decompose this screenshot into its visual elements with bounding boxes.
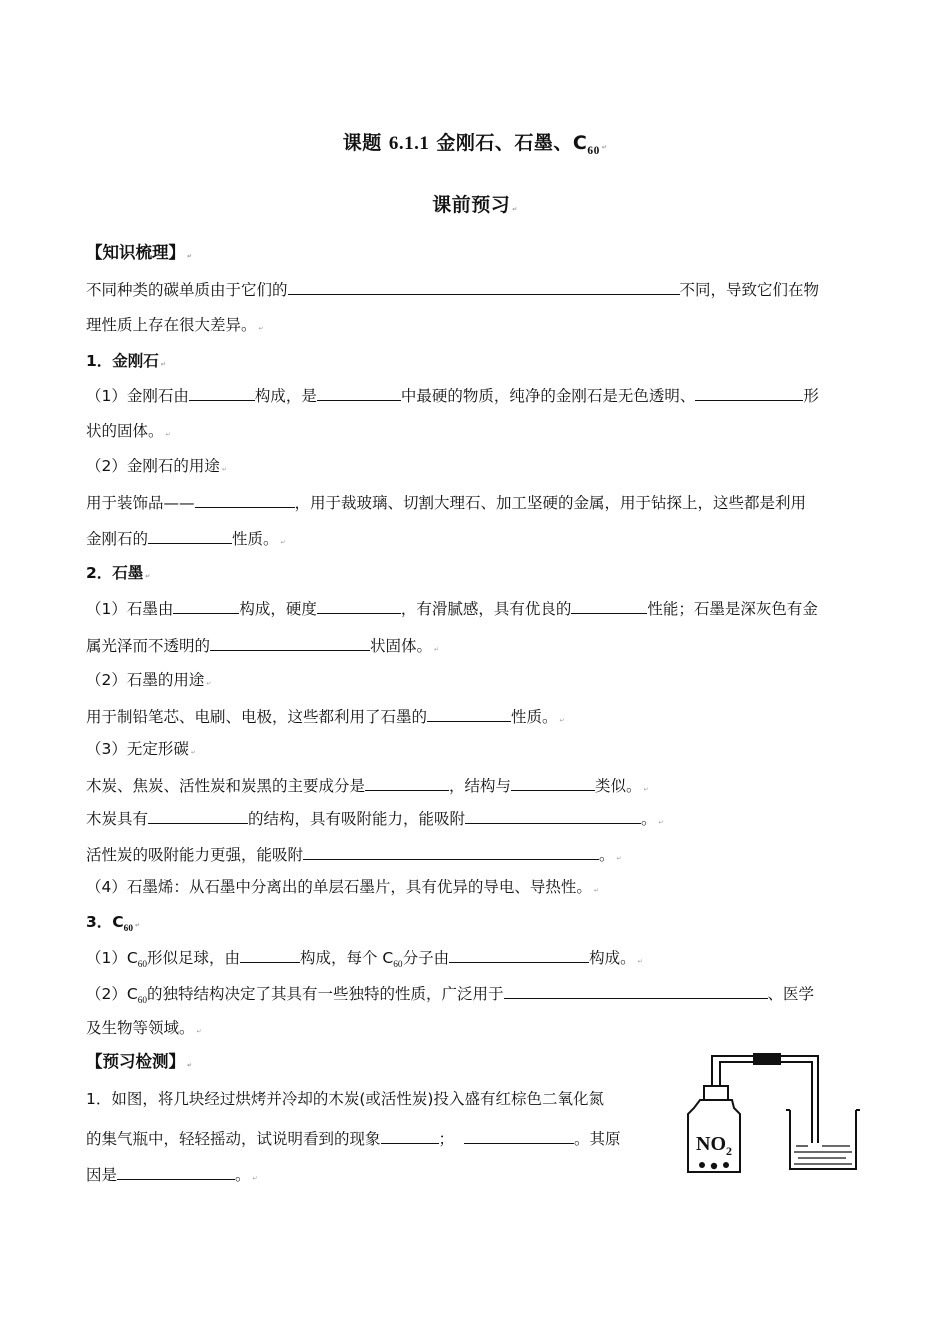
diamond-uses-line-1: 用于装饰品—— ，用于裁玻璃、切割大理石、加工坚硬的金属，用于钻探上，这些都是利用 xyxy=(86,490,866,514)
diamond-uses-heading: （2）金刚石的用途 ↵ xyxy=(86,457,227,475)
diamond-heading: 1．金刚石 ↵ xyxy=(86,352,166,370)
graphite-uses-heading: （2）石墨的用途 ↵ xyxy=(86,671,212,689)
charcoal-piece xyxy=(723,1162,729,1168)
answer-blank[interactable] xyxy=(148,526,232,544)
answer-blank[interactable] xyxy=(195,490,295,508)
question-1-line-1: 1．如图，将几块经过烘烤并冷却的木炭(或活性炭)投入盛有红棕色二氧化氮 xyxy=(86,1090,604,1108)
page-title: 课题 6.1.1 金刚石、石墨、$C_{60}$ ↵ xyxy=(342,132,608,157)
answer-blank[interactable] xyxy=(303,842,599,860)
c60-line-1: $(1)C_{60}$形似足球，由 构成，每个 $C_{60}$分子由 构成。 ↵ xyxy=(86,945,866,976)
knowledge-heading: 【知识梳理】 ↵ xyxy=(86,243,193,262)
answer-blank[interactable] xyxy=(173,596,239,614)
answer-blank[interactable] xyxy=(365,773,449,791)
amorphous-line-1: 木炭、焦炭、活性炭和炭黑的主要成分是 ，结构与 类似。 ↵ xyxy=(86,773,866,801)
answer-blank[interactable] xyxy=(571,596,647,614)
answer-blank[interactable] xyxy=(317,596,401,614)
bottle-label: $NO_2$ xyxy=(696,1133,732,1158)
answer-blank[interactable] xyxy=(148,806,248,824)
answer-blank[interactable] xyxy=(695,383,803,401)
answer-blank[interactable] xyxy=(511,773,595,791)
section-subtitle: 课前预习 ↵ xyxy=(432,194,518,216)
answer-blank[interactable] xyxy=(117,1162,235,1180)
answer-blank[interactable] xyxy=(465,806,641,824)
amorphous-line-2: 木炭具有 的结构，具有吸附能力，能吸附 。 ↵ xyxy=(86,806,866,834)
answer-blank[interactable] xyxy=(240,945,300,963)
diamond-line-1: （1）金刚石由 构成，是 中最硬的物质，纯净的金刚石是无色透明、 形 xyxy=(86,383,866,407)
graphite-uses-line: 用于制铅笔芯、电刷、电极，这些都利用了石墨的 性质。 ↵ xyxy=(86,704,866,732)
no2-bottle-apparatus-figure xyxy=(676,1048,866,1176)
diamond-line-2: 状的固体。 ↵ xyxy=(86,422,171,440)
intro-line-1: 不同种类的碳单质由于它们的 不同，导致它们在物 xyxy=(86,277,866,301)
graphite-line-2: 属光泽而不透明的 状固体。 ↵ xyxy=(86,633,866,661)
charcoal-piece xyxy=(699,1162,705,1168)
graphene-line: （4）石墨烯：从石墨中分离出的单层石墨片，具有优异的导电、导热性。 ↵ xyxy=(86,878,599,896)
charcoal-piece xyxy=(711,1163,717,1169)
preview-heading: 【预习检测】 ↵ xyxy=(86,1052,193,1071)
answer-blank[interactable] xyxy=(504,981,768,999)
diamond-uses-line-2: 金刚石的 性质。 ↵ xyxy=(86,526,866,554)
amorphous-line-3: 活性炭的吸附能力更强，能吸附 。 ↵ xyxy=(86,842,866,870)
intro-line-2: 理性质上存在很大差异。 ↵ xyxy=(86,316,264,334)
question-1-line-2: 的集气瓶中，轻轻摇动，试说明看到的现象 ； 。其原 xyxy=(86,1126,666,1150)
question-1-line-3: 因是 。 ↵ xyxy=(86,1162,666,1190)
graphite-line-1: （1）石墨由 构成，硬度 ，有滑腻感，具有优良的 性能；石墨是深灰色有金 xyxy=(86,596,866,620)
answer-blank[interactable] xyxy=(189,383,255,401)
graphite-heading: 2．石墨 ↵ xyxy=(86,564,151,582)
c60-line-3: 及生物等领域。 ↵ xyxy=(86,1019,202,1037)
answer-blank[interactable] xyxy=(288,277,680,295)
answer-blank[interactable] xyxy=(317,383,401,401)
answer-blank[interactable] xyxy=(449,945,589,963)
answer-blank[interactable] xyxy=(210,633,370,651)
answer-blank[interactable] xyxy=(427,704,511,722)
answer-blank[interactable] xyxy=(464,1126,574,1144)
c60-line-2: $(2)C_{60}$的独特结构决定了其具有一些独特的性质，广泛用于 、医学 xyxy=(86,981,866,1012)
c60-heading: 3．$C_{60}$ ↵ xyxy=(86,913,140,935)
answer-blank[interactable] xyxy=(381,1126,439,1144)
amorphous-carbon-heading: （3）无定形碳 ↵ xyxy=(86,740,196,758)
